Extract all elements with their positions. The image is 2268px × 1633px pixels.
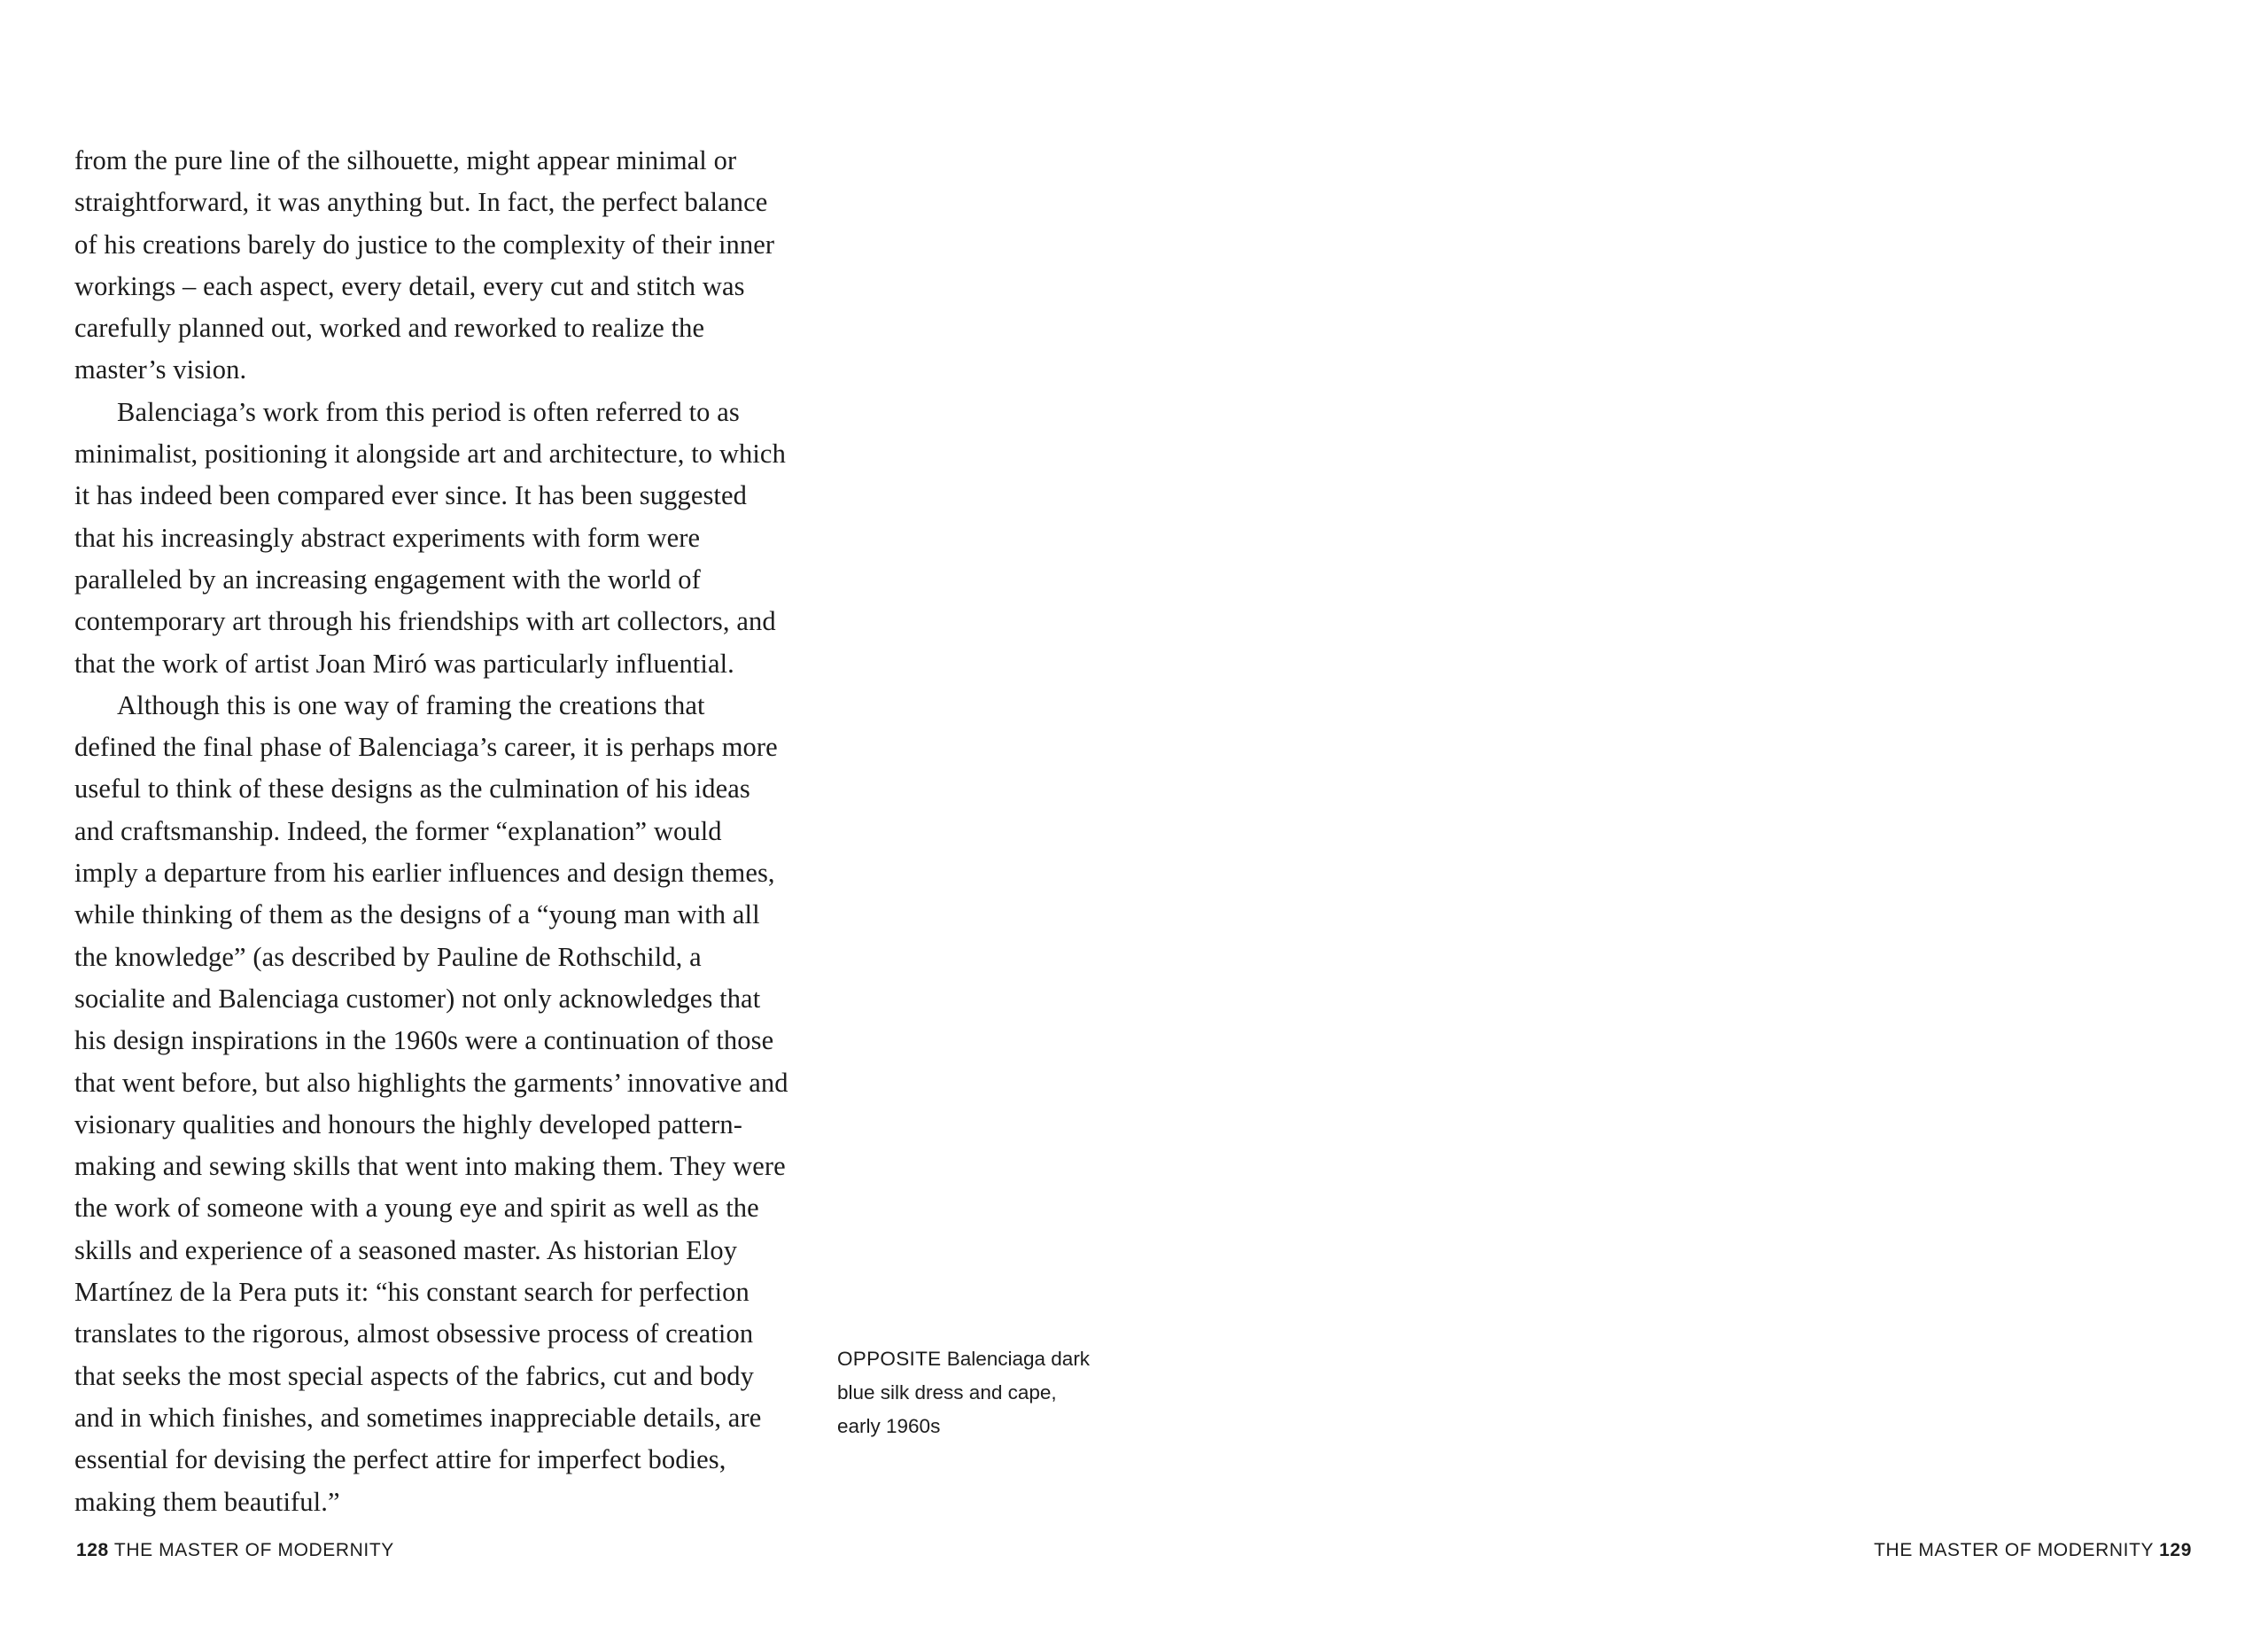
folio-left: [76, 1540, 394, 1561]
page-number-right: 129: [2159, 1540, 2192, 1560]
caption-lead: OPPOSITE: [837, 1348, 942, 1370]
running-head-left: THE MASTER OF MODERNITY: [113, 1540, 394, 1560]
running-head-right: THE MASTER OF MODERNITY: [1874, 1540, 2154, 1560]
paragraph-3: Although this is one way of framing the creations that defined the final phase of Balenciaga’s career, it is perhaps more useful to think of these designs as the culmination of his ideas and craftsmanship. Indeed, the former “explanation” would imply a departure from his earlier influences and design themes, while thinking of them as the designs of a “young man with all the knowledge” (as described by Pauline de Rothschild, a socialite and Balenciaga customer) not only acknowledges that his design inspirations in the 1960s were a continuation of those that went before, but also highlights the garments’ innovative and visionary qualities and honours the highly developed pattern-making and sewing skills that went into making them. They were the work of someone with a young eye and spirit as well as the skills and experience of a seasoned master. As historian Eloy Martínez de la Pera puts it: “his constant search for perfection translates to the rigorous, almost obsessive process of creation that seeks the most special aspects of the fabrics, cut and body and in which finishes, and sometimes inappreciable details, are essential for devising the perfect attire for imperfect bodies, making them beautiful.”: [74, 689, 788, 1517]
body-text-column: [74, 140, 792, 1523]
page-number-left: 128: [76, 1540, 109, 1560]
paragraph-2: Balenciaga’s work from this period is often referred to as minimalist, positioning it alongside art and architecture, to which it has indeed been compared ever since. It has been suggested that his increasingly abstract experiments with form were paralleled by an increasing engagement with the world of contemporary art through his friendships with art collectors, and that the work of artist Joan Miró was particularly influential.: [74, 396, 786, 679]
image-caption: [837, 1342, 1103, 1443]
paragraph-1: from the pure line of the silhouette, might appear minimal or straightforward, it was anything but. In fact, the perfect balance of his creations barely do justice to the complexity of their inner workings – each aspect, every detail, every cut and stitch was carefully planned out, worked and reworked to realize the master’s vision.: [74, 145, 775, 385]
folio-right: [1874, 1540, 2192, 1561]
caption-text: Balenciaga dark blue silk dress and cape, early 1960s: [837, 1348, 1091, 1437]
right-page: [837, 0, 2268, 1633]
